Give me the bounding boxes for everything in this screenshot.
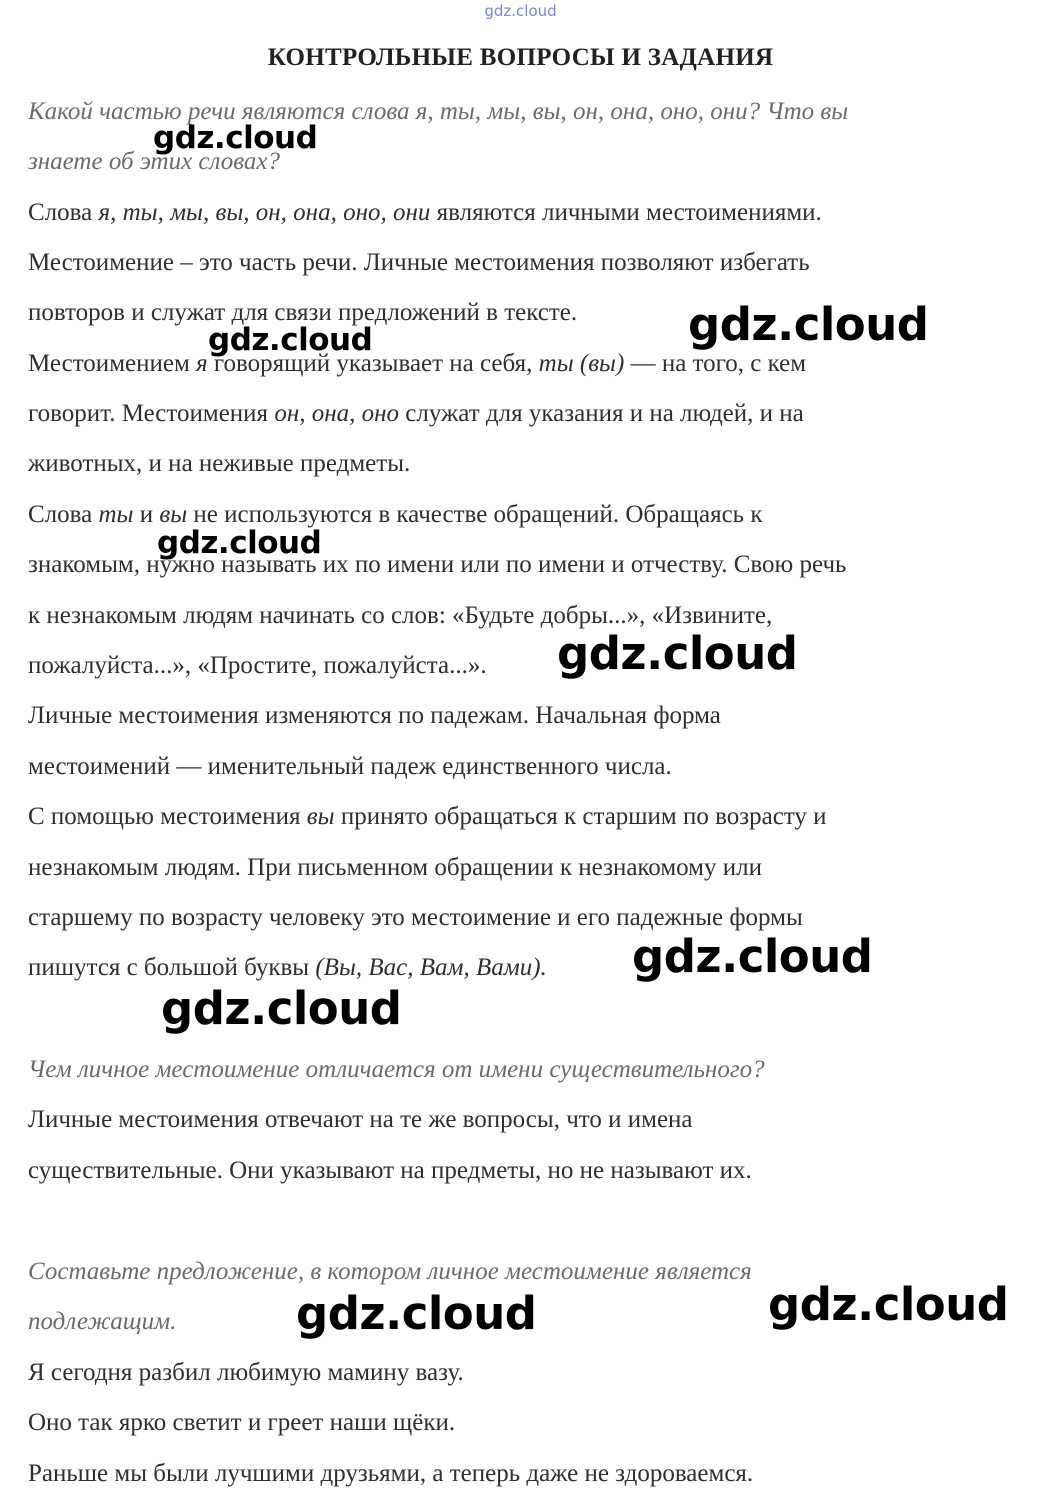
answer-3-sentence-3: Раньше мы были лучшими друзьями, а теперь даже не здороваемся. xyxy=(28,1460,754,1487)
text-run: являются личными местоимениями. xyxy=(430,199,822,226)
answer-1-line-6: животных, и на неживые предметы. xyxy=(28,450,411,477)
pronoun-forms: (Вы, Вас, Вам, Вами). xyxy=(315,954,547,981)
answer-1-line-10: пожалуйста...», «Простите, пожалуйста...». xyxy=(28,652,487,679)
page-title: КОНТРОЛЬНЫЕ ВОПРОСЫ И ЗАДАНИЯ xyxy=(267,44,774,71)
pronoun: ты xyxy=(98,501,134,528)
text-run: Слова xyxy=(28,199,99,226)
answer-1-line-5 xyxy=(28,399,1021,429)
watermark: gdz.cloud xyxy=(557,627,798,680)
answer-3-sentence-1: Я сегодня разбил любимую мамину вазу. xyxy=(28,1359,464,1386)
question-1-line-2: знаете об этих словах? xyxy=(28,148,280,175)
text-run: говорящий указывает на себя, xyxy=(207,350,539,377)
pronoun: он, она, оно xyxy=(274,400,400,427)
pronoun-list: я, ты, мы, вы, он, она, оно, они xyxy=(98,199,431,226)
pronoun: вы xyxy=(306,803,335,830)
watermark: gdz.cloud xyxy=(768,1278,1009,1331)
text-run: и xyxy=(133,501,160,528)
source-mark: gdz.cloud xyxy=(484,2,557,20)
answer-1-line-11: Личные местоимения изменяются по падежам. Начальная форма xyxy=(28,702,721,729)
answer-1-line-15: старшему по возрасту человеку это местоимение и его падежные формы xyxy=(28,904,803,931)
text-run: С помощью местоимения xyxy=(28,803,307,830)
text-run: говорит. Местоимения xyxy=(28,400,275,427)
answer-1-line-9: к незнакомым людям начинать со слов: «Будьте добры...», «Извините, xyxy=(28,602,773,629)
answer-1-line-2: Местоимение – это часть речи. Личные местоимения позволяют избегать xyxy=(28,249,810,276)
answer-1-line-1 xyxy=(28,198,1021,228)
answer-1-line-3: повторов и служат для связи предложений в тексте. xyxy=(28,299,578,326)
watermark: gdz.cloud xyxy=(632,930,873,983)
watermark: gdz.cloud xyxy=(688,298,929,351)
answer-2-line-2: существительные. Они указывают на предметы, но не называют их. xyxy=(28,1157,752,1184)
text-run: Слова xyxy=(28,501,99,528)
text-run: Местоимением xyxy=(28,350,197,377)
text-run: служат для указания и на людей, и на xyxy=(399,400,804,427)
pronoun: ты (вы) xyxy=(538,350,625,377)
text-run: — на того, с кем xyxy=(624,350,807,377)
text-run: принято обращаться к старшим по возрасту и xyxy=(334,803,827,830)
watermark: gdz.cloud xyxy=(208,322,373,358)
watermark: gdz.cloud xyxy=(296,1287,537,1340)
pronoun: вы xyxy=(159,501,188,528)
watermark: gdz.cloud xyxy=(161,982,402,1035)
answer-1-line-12: местоимений — именительный падеж единственного числа. xyxy=(28,753,672,780)
answer-1-line-4 xyxy=(28,349,1021,379)
text-run: не используются в качестве обращений. Обращаясь к xyxy=(187,501,763,528)
answer-1-line-13 xyxy=(28,802,1021,832)
question-3-line-1: Составьте предложение, в котором личное местоимение является xyxy=(28,1258,752,1285)
text-run: пишутся с большой буквы xyxy=(28,954,316,981)
watermark: gdz.cloud xyxy=(153,120,318,156)
question-2: Чем личное местоимение отличается от имени существительного? xyxy=(28,1056,765,1083)
question-3-line-2: подлежащим. xyxy=(28,1308,177,1335)
answer-1-line-8: знакомым, нужно называть их по имени или по имени и отчеству. Свою речь xyxy=(28,551,847,578)
watermark: gdz.cloud xyxy=(157,525,322,561)
answer-1-line-14: незнакомым людям. При письменном обращении к незнакомому или xyxy=(28,854,762,881)
answer-2-line-1: Личные местоимения отвечают на те же вопросы, что и имена xyxy=(28,1106,693,1133)
pronoun: я xyxy=(196,350,208,377)
question-1-line-1: Какой частью речи являются слова я, ты, мы, вы, он, она, оно, они? Что вы xyxy=(28,98,849,125)
answer-3-sentence-2: Оно так ярко светит и греет наши щёки. xyxy=(28,1409,456,1436)
